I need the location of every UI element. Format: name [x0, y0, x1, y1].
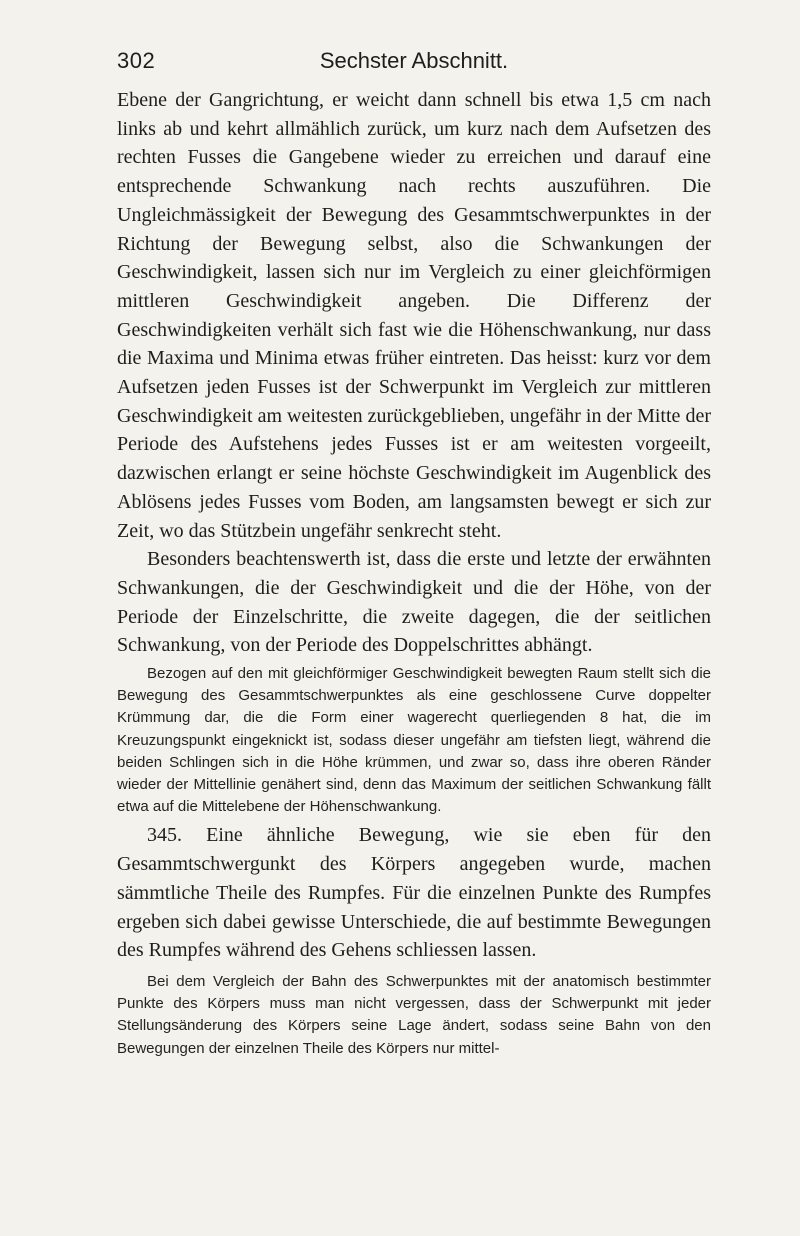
- running-title: Sechster Abschnitt.: [319, 48, 509, 73]
- page-header: [117, 48, 711, 78]
- note-vergleich: Bei dem Vergleich der Bahn des Schwerpunktes mit der anatomisch bestimmter Punkte des Körpers muss man nicht vergessen, dass der Schwerpunkt mit jeder Stellungsänderung des Körpers seine Lage ändert, sodass seine Bahn von den Bewegungen der einzelnen Theile des Körpers nur mittel-: [117, 973, 711, 1057]
- page-number: 302: [117, 48, 156, 73]
- page-body: [117, 86, 711, 1060]
- paragraph-continuation: Ebene der Gangrichtung, er weicht dann schnell bis etwa 1,5 cm nach links ab und kehrt allmählich zurück, um kurz nach dem Aufsetzen des rechten Fusses die Gangebene wieder zu erreichen und darauf eine entsprechende Schwankung nach rechts auszuführen. Die Ungleichmässigkeit der Bewegung des Gesammtschwerpunktes in der Richtung der Bewegung selbst, also die Schwankungen der Geschwindigkeit, lassen sich nur im Vergleich zu einer gleichförmigen mittleren Geschwindigkeit angeben. Die Differenz der Geschwindigkeiten verhält sich fast wie die Höhenschwankung, nur dass die Maxima und Minima etwas früher eintreten. Das heisst: kurz vor dem Aufsetzen jeden Fusses ist der Schwerpunkt im Vergleich zur mittleren Geschwindigkeit am weitesten zurückgeblieben, ungefähr in der Mitte der Periode des Aufstehens jedes Fusses ist er am weitesten vorgeeilt, dazwischen erlangt er seine höchste Geschwindigkeit im Augenblick des Ablösens jedes Fusses vom Boden, am langsamsten bewegt er sich zur Zeit, wo das Stützbein ungefähr senkrecht steht.: [117, 89, 711, 542]
- paragraph-besonders: Besonders beachtenswerth ist, dass die erste und letzte der erwähnten Schwankungen, die der Geschwindigkeit und die der Höhe, von der Periode der Einzelschritte, die zweite dagegen, die der seitlichen Schwankung, von der Periode des Doppelschrittes abhängt.: [117, 548, 711, 657]
- section-345: 345. Eine ähnliche Bewegung, wie sie eben für den Gesammtschwergunkt des Körpers angegeben wurde, machen sämmtliche Theile des Rumpfes. Für die einzelnen Punkte des Rumpfes ergeben sich dabei gewisse Unterschiede, die auf bestimmte Bewegungen des Rumpfes während des Gehens schliessen lassen.: [117, 824, 711, 962]
- note-bezogen: Bezogen auf den mit gleichförmiger Geschwindigkeit bewegten Raum stellt sich die Bewegung des Gesammtschwerpunktes als eine geschlossene Curve doppelter Krümmung dar, die die Form einer wagerecht querliegenden 8 hat, die im Kreuzungspunkt eingeknickt ist, sodass dieser ungefähr am tiefsten liegt, während die beiden Schlingen sich in die Höhe krümmen, und zwar so, dass ihre oberen Ränder wieder der Mittellinie genähert sind, denn das Maximum der seitlichen Schwankung fällt etwa auf die Mittelebene der Höhenschwankung.: [117, 665, 711, 816]
